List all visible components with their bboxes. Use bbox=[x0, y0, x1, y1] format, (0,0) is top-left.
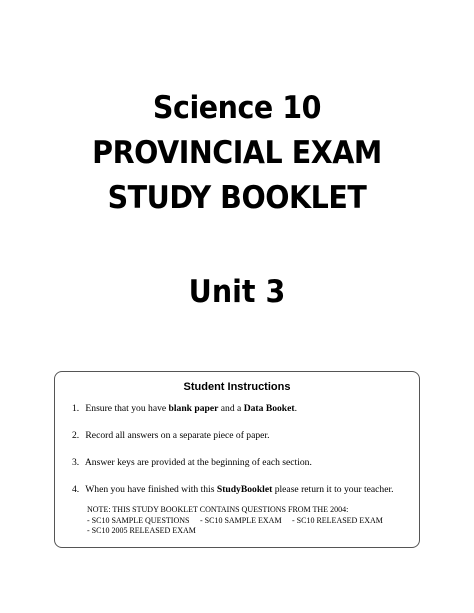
title-line-subject: Science 10 bbox=[152, 90, 322, 126]
note-heading: NOTE: THIS STUDY BOOKLET CONTAINS QUESTIONS FROM THE 2004: bbox=[87, 505, 349, 514]
instruction-number: 4. bbox=[72, 484, 80, 495]
instruction-item-2 bbox=[72, 430, 269, 442]
note-source: - SC10 SAMPLE QUESTIONS bbox=[87, 515, 190, 525]
source-note bbox=[87, 505, 383, 537]
instruction-text: . bbox=[294, 403, 298, 414]
instruction-text: and a bbox=[218, 403, 244, 414]
title-line-exam: PROVINCIAL EXAM bbox=[92, 135, 382, 171]
instruction-emphasis: blank paper bbox=[168, 403, 219, 414]
instruction-text: Record all answers on a separate piece of paper. bbox=[85, 430, 270, 441]
instruction-number: 3. bbox=[72, 457, 80, 468]
note-source: - SC10 RELEASED EXAM bbox=[292, 515, 383, 525]
instruction-number: 2. bbox=[72, 430, 80, 441]
note-source: - SC10 2005 RELEASED EXAM bbox=[87, 526, 196, 535]
instruction-item-3 bbox=[72, 457, 312, 469]
instruction-emphasis: StudyBooklet bbox=[216, 484, 273, 495]
instruction-emphasis: Data Booket bbox=[243, 403, 295, 414]
booklet-title bbox=[0, 86, 474, 221]
student-instructions-box bbox=[54, 371, 420, 548]
instructions-heading: Student Instructions bbox=[183, 381, 291, 393]
instruction-number: 1. bbox=[72, 403, 80, 414]
title-line-booklet: STUDY BOOKLET bbox=[107, 180, 367, 216]
note-source: - SC10 SAMPLE EXAM bbox=[200, 515, 282, 525]
instruction-text: Answer keys are provided at the beginning of each section. bbox=[84, 457, 312, 468]
unit-title: Unit 3 bbox=[188, 274, 286, 310]
instruction-text: When you have finished with this bbox=[85, 484, 217, 495]
instruction-text: please return it to your teacher. bbox=[272, 484, 394, 495]
instruction-item-4 bbox=[72, 484, 394, 496]
instruction-text: Ensure that you have bbox=[85, 403, 169, 414]
instruction-item-1 bbox=[72, 403, 297, 415]
